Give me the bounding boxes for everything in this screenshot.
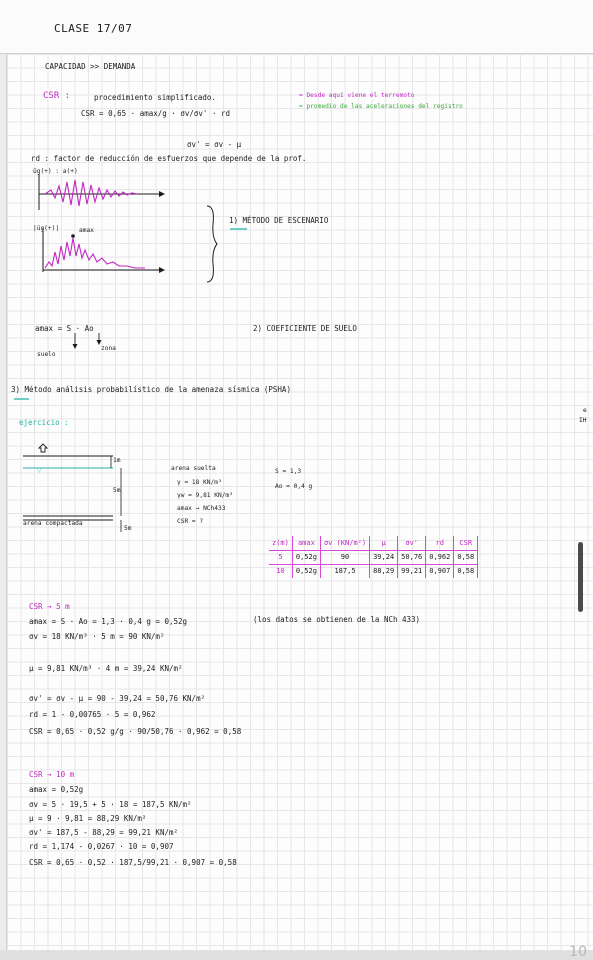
calc10-line5: rd = 1,174 - 0,0267 · 10 = 0,907: [29, 842, 174, 851]
rd-note: rd : factor de reducción de esfuerzos que depende de la prof.: [31, 154, 307, 163]
legend-green: = promedio de las aceleraciones del registro: [299, 103, 463, 110]
calc5-line6: CSR = 0,65 · 0,52 g/g · 90/50,76 · 0,962 = 0,58: [29, 727, 242, 736]
col-header-sigma-v: σv (KN/m²): [320, 536, 369, 550]
table-cell: 0,52g: [292, 550, 320, 564]
table-cell: 0,58: [454, 550, 478, 564]
calc10-line6: CSR = 0,65 · 0,52 · 187,5/99,21 · 0,907 = 0,58: [29, 858, 237, 867]
note-title: CLASE 17/07: [54, 22, 133, 35]
method-1: 1) MÉTODO DE ESCENARIO: [229, 216, 329, 225]
page-number: 10: [569, 944, 587, 960]
suelo-label: suelo: [37, 351, 56, 358]
table-cell: 187,5: [320, 564, 369, 578]
margin-cut-b: IH: [579, 417, 587, 424]
table-cell: 39,24: [370, 550, 398, 564]
method-3-underline: [13, 396, 33, 402]
calc5-line4: σv' = σv - μ = 90 - 39,24 = 50,76 KN/m²: [29, 694, 206, 703]
csr-heading: procedimiento simplificado.: [94, 93, 216, 102]
ground-motion-sketch: [37, 172, 172, 212]
method-3: 3) Método análisis probabilístico de la amenaza sísmica (PSHA): [11, 385, 291, 394]
table-cell: 0,52g: [292, 564, 320, 578]
section-title: CAPACIDAD >> DEMANDA: [45, 62, 136, 71]
table-cell: 99,21: [398, 564, 426, 578]
gamma-value: γ = 18 KN/m³: [177, 479, 222, 486]
s-value: S = 1,3: [275, 468, 302, 475]
table-cell: 5: [269, 550, 292, 564]
amax-reference: amax → NCh433: [177, 505, 226, 512]
calc10-line2: σv = 5 · 19,5 + 5 · 18 = 187,5 KN/m²: [29, 800, 192, 809]
calc10-line1: amax = 0,52g: [29, 785, 84, 794]
col-header-rd: rd: [426, 536, 454, 550]
bottom-strip: [0, 950, 593, 960]
graph1-label: üg(+) : a(+): [33, 168, 78, 175]
table-cell: 0,962: [426, 550, 454, 564]
calc5-title: CSR → 5 m: [29, 602, 70, 611]
scrollbar-thumb[interactable]: [578, 542, 583, 612]
app-header: [0, 0, 593, 54]
table-cell: 88,29: [370, 564, 398, 578]
col-header-mu: μ: [370, 536, 398, 550]
graph2-label: |üg(+)|: [33, 225, 60, 232]
table-cell: 90: [320, 550, 369, 564]
dim-5m-lower: 5m: [124, 525, 132, 532]
csr-label: CSR :: [43, 91, 71, 101]
results-table: [269, 536, 478, 578]
amax-equation: amax = S · Ao: [35, 324, 94, 333]
gamma-w-value: γw = 9,81 KN/m³: [177, 492, 233, 499]
table-cell: 0,58: [454, 564, 478, 578]
table-cell: 10: [269, 564, 292, 578]
amax-arrows: [69, 332, 105, 350]
calc10-title: CSR → 10 m: [29, 770, 75, 779]
abs-acceleration-sketch: [37, 226, 172, 276]
method-1-underline: [229, 226, 249, 232]
legend-pink: = Desde aquí viene el terremoto: [299, 92, 415, 99]
calc5-note: (los datos se obtienen de la NCh 433): [253, 615, 421, 624]
brace-mark: [205, 204, 219, 284]
col-header-amax: amax: [292, 536, 320, 550]
calc10-line4: σv' = 187,5 - 88,29 = 99,21 KN/m²: [29, 828, 179, 837]
csr-question: CSR = ?: [177, 518, 204, 525]
col-header-sigma-v-eff: σv': [398, 536, 426, 550]
margin-cut-a: e: [583, 407, 587, 414]
table-cell: 0,907: [426, 564, 454, 578]
table-row: [269, 564, 478, 578]
ao-value: Ao = 0,4 g: [275, 483, 313, 490]
table-cell: 50,76: [398, 550, 426, 564]
csr-formula: CSR = 0,65 · amax/g · σv/σv' · rd: [81, 109, 231, 118]
arena-compactada-label: arena compactada: [23, 520, 83, 527]
table-row: [269, 550, 478, 564]
notebook-page[interactable]: [6, 54, 593, 950]
method-2: 2) COEFICIENTE DE SUELO: [253, 324, 357, 333]
dim-5m: 5m: [113, 487, 121, 494]
calc5-line1: amax = S · Ao = 1,3 · 0,4 g = 0,52g: [29, 617, 188, 626]
calc5-line2: σv = 18 KN/m³ · 5 m = 90 KN/m²: [29, 632, 165, 641]
calc5-line3: μ = 9,81 KN/m³ · 4 m = 39,24 KN/m²: [29, 664, 183, 673]
calc10-line3: μ = 9 · 9,81 = 88,29 KN/m²: [29, 814, 147, 823]
svg-text:▽: ▽: [37, 467, 42, 474]
col-header-csr: CSR: [454, 536, 478, 550]
zona-label: zona: [101, 345, 116, 352]
table-header-row: [269, 536, 478, 550]
arena-suelta-label: arena suelta: [171, 465, 216, 472]
csr-sub-formula: σv' = σv - μ: [187, 140, 242, 149]
dim-1m: 1m: [113, 457, 121, 464]
amax-label: amax: [79, 227, 94, 234]
ejercicio-label: ejercicio :: [19, 418, 69, 427]
calc5-line5: rd = 1 - 0,00765 · 5 = 0,962: [29, 710, 156, 719]
col-header-z: z(m): [269, 536, 292, 550]
